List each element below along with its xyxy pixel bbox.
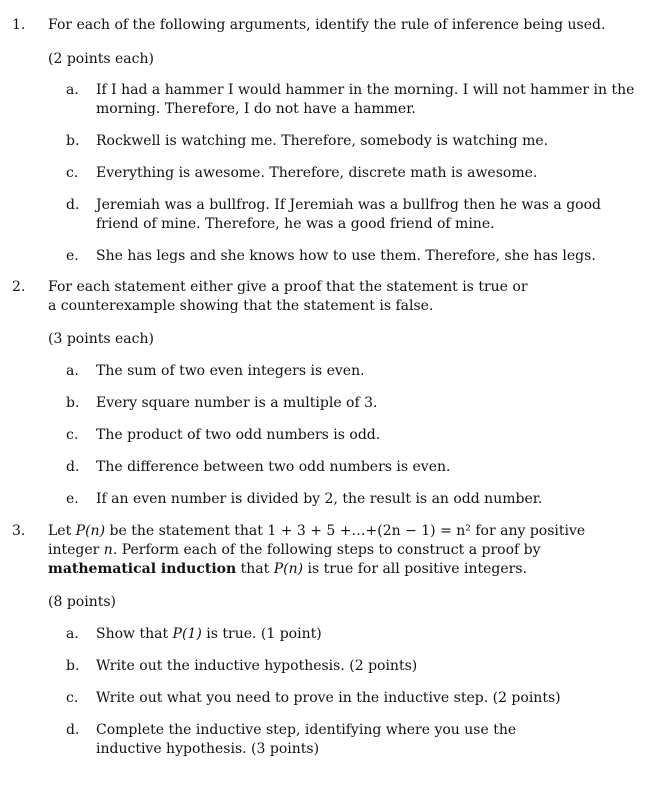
q2-item-a-text: The sum of two even integers is even. [96, 363, 365, 379]
q3-math-n: n [103, 542, 113, 558]
q2-item-b-text: Every square number is a multiple of 3. [96, 395, 378, 411]
q3-bold-term: mathematical induction [48, 561, 237, 577]
question-3-text [48, 522, 628, 579]
q1-item-c-letter: c. [66, 165, 79, 181]
q1-item-b-letter: b. [66, 133, 80, 149]
q1-item-d-text: Jeremiah was a bullfrog. If Jeremiah was a bullfrog then he was a good friend of mine. Therefore, he was a good friend of mine. [96, 197, 602, 232]
question-2-number: 2. [12, 279, 26, 295]
q3-item-c-letter: c. [66, 690, 79, 706]
question-2-points: (3 points each) [48, 331, 154, 347]
q3-item-b-text: Write out the inductive hypothesis. (2 points) [96, 658, 418, 674]
q1-item-a-text: If I had a hammer I would hammer in the morning. I will not hammer in the morning. Therefore, I do not have a hammer. [96, 82, 635, 117]
q1-item-e-letter: e. [66, 248, 79, 264]
q3-item-a-math: P(1) [172, 626, 202, 642]
q3-text-part-5: . Perform each of the following steps to construct a proof by [112, 542, 541, 558]
q3-text-part-3: be the statement that 1 + 3 + 5 +…+(2n − 1) = n² for any positive integer [48, 523, 586, 558]
q2-item-a-letter: a. [66, 363, 79, 379]
q2-item-c-letter: c. [66, 427, 79, 443]
q1-item-b-text: Rockwell is watching me. Therefore, somebody is watching me. [96, 133, 549, 149]
q3-math-pn: P(n) [75, 523, 106, 539]
q3-text-part-1: Let [48, 523, 76, 539]
q3-item-a-pre: Show that [96, 626, 173, 642]
question-1-points: (2 points each) [48, 51, 154, 67]
q2-item-d-text: The difference between two odd numbers is even. [96, 459, 451, 475]
question-3-points: (8 points) [48, 594, 116, 610]
question-1-number: 1. [12, 17, 26, 33]
question-3-number: 3. [12, 523, 26, 539]
q1-item-a-letter: a. [66, 82, 79, 98]
question-1-text: For each of the following arguments, identify the rule of inference being used. [48, 17, 606, 33]
q3-item-b-letter: b. [66, 658, 80, 674]
q3-text-part-6: that [236, 561, 274, 577]
q3-item-c-text: Write out what you need to prove in the inductive step. (2 points) [96, 690, 561, 706]
q3-item-d-letter: d. [66, 722, 80, 738]
question-2-text: For each statement either give a proof that the statement is true or a counterexample showing that the statement is false. [48, 279, 528, 314]
q2-item-b-letter: b. [66, 395, 80, 411]
q1-item-d-letter: d. [66, 197, 80, 213]
q1-item-e-text: She has legs and she knows how to use them. Therefore, she has legs. [96, 248, 596, 264]
q3-item-a-letter: a. [66, 626, 79, 642]
q3-item-a-post: is true. (1 point) [201, 626, 322, 642]
q1-item-c-text: Everything is awesome. Therefore, discrete math is awesome. [96, 165, 538, 181]
q2-item-e-letter: e. [66, 491, 79, 507]
q3-item-a-text [96, 625, 641, 644]
q3-item-d-text: Complete the inductive step, identifying where you use the inductive hypothesis. (3 points) [96, 722, 517, 757]
q2-item-c-text: The product of two odd numbers is odd. [96, 427, 381, 443]
q3-math-pn-2: P(n) [273, 561, 304, 577]
q2-item-d-letter: d. [66, 459, 80, 475]
q3-text-part-8: is true for all positive integers. [303, 561, 527, 577]
q2-item-e-text: If an even number is divided by 2, the result is an odd number. [96, 491, 543, 507]
